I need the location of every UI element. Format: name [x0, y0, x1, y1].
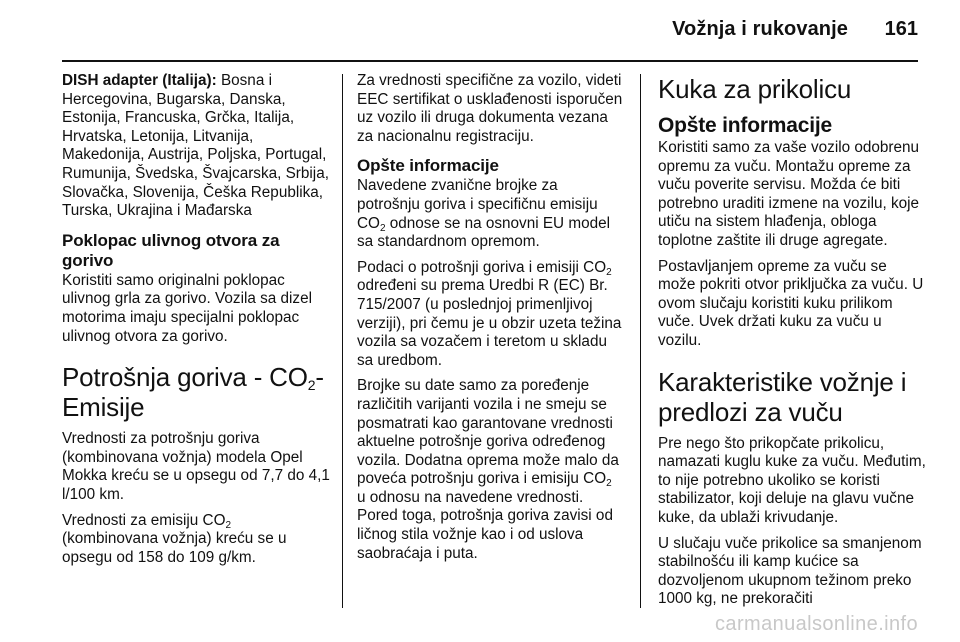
regulation-paragraph: Podaci o potrošnji goriva i emisiji $CO_2$ određeni su prema Uredbi R (EC) Br. 715/2007 (u poslednjoj primenljivoj verziji), pri čemu je u obzir uzeta težina vozila sa vozačem i teretom u skladu sa uredbom.	[357, 258, 622, 369]
header-rule	[62, 60, 918, 62]
page-header	[0, 0, 960, 62]
column-3	[658, 72, 926, 616]
comparison-paragraph: Brojke su date samo za poređenje različitih varijanti vozila i ne smeju se posmatrati kao garantovane vrednosti aktuelne potrošnje goriva određenog vozila. Dodatna oprema može malo da poveća potrošnju goriva i emisiju $CO_2$ u odnosu na navedene vrednosti. Pored toga, potrošnja goriva zavisi od ličnog stila vožnje kao i od uslova saobraćaja i puta.	[357, 377, 619, 562]
column-1	[62, 72, 330, 574]
emission-paragraph: Vrednosti za emisiju $CO_2$ (kombinovana vožnja) kreću se u opsegu od 158 do 109 g/km.	[62, 511, 287, 566]
country-list-paragraph	[62, 72, 330, 221]
heading-fuel-consumption: Potrošnja goriva - $CO_2$-Emisije	[62, 362, 324, 423]
column-divider-2	[640, 74, 641, 608]
heading-driving-characteristics: Karakteristike vožnje i predlozi za vuču	[658, 366, 907, 427]
eec-certificate-paragraph: Za vrednosti specifične za vozilo, videti EEC sertifikat o usklađenosti isporučen uz vozilo ili druga dokumenta vezana za nacionalnu registraciju.	[357, 72, 623, 145]
official-figures-paragraph: Navedene zvanične brojke za potrošnju goriva i specifičnu emisiju $CO_2$ odnose se na osnovni EU model sa standardnom opremom.	[357, 177, 611, 251]
coupling-ball-paragraph: Pre nego što prikopčate prikolicu, namazati kuglu kuke za vuču. Međutim, to nije potrebno ukoliko se koristi stabilizator, koji deluje na glavu vučne kuke, da ublaži krivudanje.	[658, 434, 926, 526]
heading-towbar: Kuka za prikolicu	[658, 74, 852, 104]
towbar-equipment-paragraph: Koristiti samo za vaše vozilo odobrenu opremu za vuču. Montažu opreme za vuču poverite servisu. Možda će biti potrebno uraditi izmene na vozilu, koje utiču na sistem hlađenja, obloga toplotne zaštite ili druge agregate.	[658, 139, 920, 249]
heading-fuel-cap: Poklopac ulivnog otvora za gorivo	[62, 230, 280, 270]
consumption-paragraph: Vrednosti za potrošnju goriva (kombinovana vožnja) modela Opel Mokka kreću se u opsegu od 7,7 do 4,1 l/100 km.	[62, 430, 330, 503]
trailer-stability-paragraph: U slučaju vuče prikolice sa smanjenom stabilnošću ili kamp kućice sa dozvoljenom ukupnom težinom preko 1000 kg, ne prekoračiti	[658, 534, 922, 608]
dish-adapter-text: Bosna i Hercegovina, Bugarska, Danska, Estonija, Francuska, Grčka, Italija, Hrvatska, Letonija, Litvanija, Makedonija, Austrija, Poljska, Portugal, Rumunija, Švedska, Švajcarska, Srbija, Slovačka, Slovenija, Češka Republika, Turska, Ukrajina i Mađarska	[62, 72, 329, 220]
fuel-cap-paragraph: Koristiti samo originalni poklopac ulivnog grla za gorivo. Vozila sa dizel motorima imaju specijalni poklopac ulivnog otvora za gorivo.	[62, 271, 312, 345]
column-divider-1	[342, 74, 343, 608]
heading-general-info: Opšte informacije	[357, 156, 499, 176]
column-2	[357, 72, 623, 570]
running-title: Vožnja i rukovanje	[672, 18, 848, 40]
dish-adapter-lead: DISH adapter (Italija):	[62, 72, 217, 89]
heading-towbar-general: Opšte informacije	[658, 114, 832, 137]
watermark: carmanualsonline.info	[715, 613, 918, 635]
page-number: 161	[884, 18, 918, 40]
towbar-eye-paragraph: Postavljanjem opreme za vuču se može pokriti otvor priključka za vuču. U ovom slučaju koristiti kuku prilikom vuče. Uvek držati kuku za vuču u vozilu.	[658, 257, 924, 349]
